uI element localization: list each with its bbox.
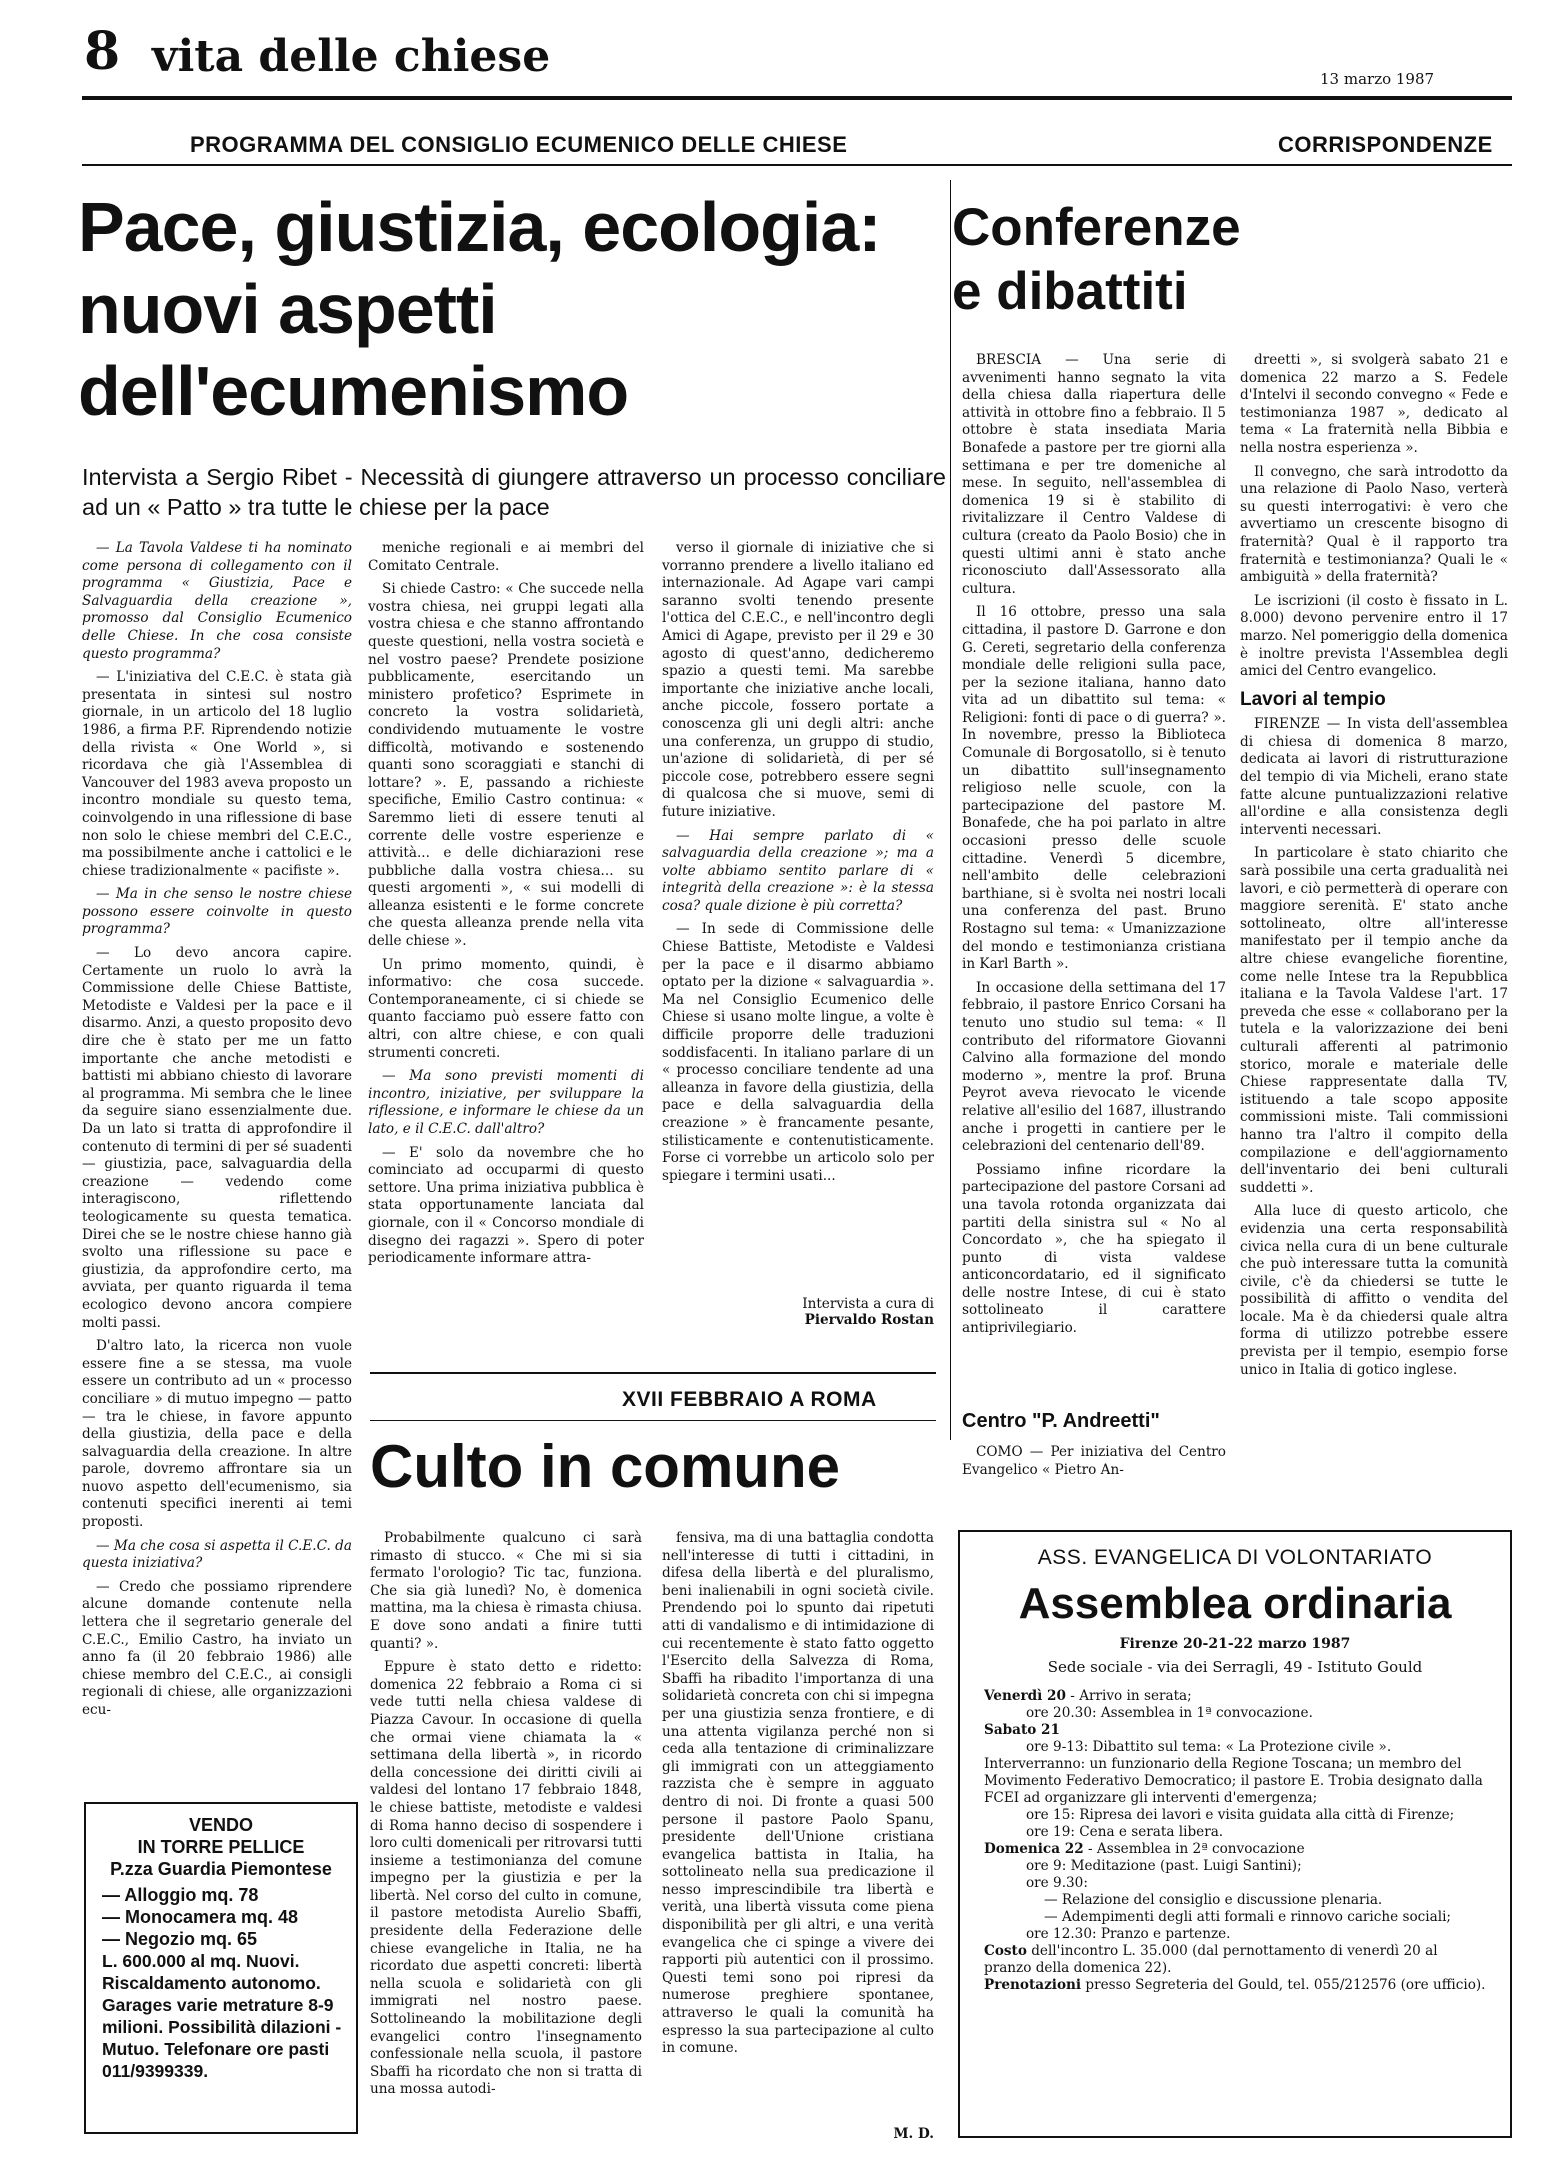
article-paragraph: Si chiede Castro: « Che succede nella vostra chiesa, nei gruppi legati alla vostra chiesa e che stanno affrontando queste questioni, nella vostra società e nel vostro paese? Prendete posizione pubblicamente, esercitando un ministero profetico? Esprimete in concreto la vostra solidarietà, condividendo mutuamente le vostre difficoltà, motivando e sostenendo quanti sono scoraggiati e stanchi di lottare? ». E, passando a richieste specifiche, Emilio Castro continua: « Saremmo lieti di essere tenuti al corrente delle vostre esperienze e attività... e delle dichiarazioni rese pubbliche dalla vostra chiesa... su questi argomenti », « sui modelli di alleanza esistenti e le forme concrete che questa alleanza prende nella vita delle chiese ». xyxy=(368,581,644,950)
article-paragraph: BRESCIA — Una serie di avvenimenti hanno segnato la vita della chiesa dalla riapertura delle attività in ottobre fino a febbraio. Il 5 ottobre è stata insediata Maria Bonafede a pastore per tre giorni alla settimana e per tre domeniche al mese. In seguito, nell'assemblea di domenica 19 si è stabilito di rivitalizzare il Centro Valdese di cultura (creato da Paolo Bosio) che in questi ultimi anni è stato anche riconosciuto dall'Assessorato alla cultura. xyxy=(962,352,1226,597)
culto-headline: Culto in comune xyxy=(370,1433,840,1500)
article-paragraph: — In sede di Commissione delle Chiese Battiste, Metodiste e Valdesi per la pace e il disarmo abbiamo optato per la dizione « salvaguardia ». Ma nel Consiglio Ecumenico delle Chiese si usano molte lingue, a volte è difficile proporre delle traduzioni soddisfacenti. In italiano parlare di un « processo conciliare tendente ad una alleanza in favore della giustizia, della pace e della salvaguardia della creazione » è francamente pesante, stilisticamente e contenutisticamente. Forse ci vorrebbe un articolo solo per spiegare i termini usati... xyxy=(662,921,934,1184)
vendo-body: L. 600.000 al mq. Nuovi. Riscaldamento autonomo. Garages varie metrature 8-9 milioni. Possibilità dilazioni - Mutuo. Telefonare ore pasti 011/9399339. xyxy=(102,1951,342,2081)
article-paragraph: FIRENZE — In vista dell'assemblea di chiesa di domenica 8 marzo, dedicata ai lavori di ristrutturazione del tempio di via Micheli, erano state fatte alcune puntualizzazioni relative all'ordine e alla consistenza degli interventi necessari. xyxy=(1240,716,1508,838)
program-line: ore 9-13: Dibattito sul tema: « La Protezione civile ». xyxy=(1026,1739,1392,1755)
main-col-2 xyxy=(368,540,644,1274)
culto-kicker-rule xyxy=(370,1420,936,1421)
main-headline-line3: dell'ecumenismo xyxy=(78,352,629,430)
corrispondenze-headline-line1: Conferenze xyxy=(952,198,1241,257)
section-title: vita delle chiese xyxy=(152,31,551,82)
main-signature xyxy=(662,1296,934,1328)
assemblea-headline: Assemblea ordinaria xyxy=(1018,1579,1452,1628)
program-line: ore 12.30: Pranzo e partenze. xyxy=(1026,1926,1231,1942)
article-paragraph: fensiva, ma di una battaglia condotta nell'interesse di tutti i cittadini, in difesa della libertà e del pluralismo, beni inalienabili in ogni società civile. Prendendo poi lo spunto dai ripetuti atti di vandalismo e di intimidazione di cui recentemente è stato fatto oggetto l'Esercito della Salvezza di Roma, Sbaffi ha ribadito l'importanza di una solidarietà concreta con chi si impegna per una giustizia senza frontiere, e di una attenta vigilanza perché non si ceda alla tentazione di criminalizzare gli immigrati con un atteggiamento razzista che è sempre in agguato dentro di noi. Di fronte a quasi 500 persone il pastore Paolo Spanu, presidente dell'Unione cristiana evangelica battista in Italia, ha sottolineato nella sua predicazione il nesso imprescindibile tra libertà e verità, una libertà vissuta come piena disponibilità per gli altri, e una verità evangelica che ci spinge a vivere dei rapporti più autentici con il prossimo. Questi temi sono poi ripresi da numerose preghiere spontanee, attraverso le quali la comunità ha espresso la sua partecipazione al culto in comune. xyxy=(662,1530,934,2057)
article-paragraph: — La Tavola Valdese ti ha nominato come persona di collegamento con il programma « Giustizia, Pace e Salvaguardia della creazione », promosso dal Consiglio Ecumenico delle Chiese. In che cosa consiste questo programma? xyxy=(82,540,352,662)
page-number: 8 xyxy=(84,21,121,82)
assemblea-org: ASS. EVANGELICA DI VOLONTARIATO xyxy=(1037,1546,1433,1569)
column-divider xyxy=(950,180,951,1440)
program-line: Costo dell'incontro L. 35.000 (dal pernottamento di venerdì 20 al pranzo della domenica 22). xyxy=(984,1943,1438,1976)
andreetti-start xyxy=(962,1444,1226,1485)
signature-line1: Intervista a cura di xyxy=(802,1296,934,1312)
article-paragraph: — E' solo da novembre che ho cominciato ad occuparmi di questo settore. Una prima iniziativa pubblica è stata opportunamente lanciata dal giornale, con il « Concorso mondiale di disegno dei ragazzi ». Spero di poter periodicamente informare attra- xyxy=(368,1144,644,1267)
program-line: ore 15: Ripresa dei lavori e visita guidata alla città di Firenze; xyxy=(1026,1807,1455,1823)
article-paragraph: Eppure è stato detto e ridetto: domenica 22 febbraio a Roma ci si vede tutti nella chiesa valdese di Piazza Cavour. In occasione di quella che ormai viene chiamata la « settimana della libertà », in ricordo della concessione dei diritti civili ai valdesi del lontano 17 febbraio 1848, le chiese battiste, metodiste e valdesi di Roma hanno deciso di sospendere i loro culti domenicali per ritrovarsi tutti insieme a testimonianza del comune impegno per la giustizia e per la libertà. Nel corso del culto in comune, il pastore metodista Aurelio Sbaffi, presidente della Federazione delle chiese evangeliche in Italia, ne ha ricordato due aspetti concreti: libertà nella scuola e solidarietà con gli immigrati nel nostro paese. Sottolineando la mobilitazione degli evangelici contro l'insegnamento confessionale nella scuola, il pastore Sbaffi ha ricordato che non si tratta di una mossa autodi- xyxy=(370,1659,643,2098)
program-line: ore 19: Cena e serata libera. xyxy=(1026,1824,1224,1840)
article-paragraph: Alla luce di questo articolo, che evidenzia una certa responsabilità civica nella cura di un bene culturale che può interessare tutta la comunità civile, c'è da chiedersi se tutte le possibilità di affitto o vendita del locale. Ma è da chiedersi quale altra forma di utilizzo potrebbe essere prevista per il tempio, esempio forse unico in Italia di gotico inglese. xyxy=(1240,1203,1508,1378)
main-deck: Intervista a Sergio Ribet - Necessità di giungere attraverso un processo conciliare ad un « Patto » tra tutte le chiese per la pace xyxy=(82,464,946,520)
program-line: Prenotazioni presso Segreteria del Gould, tel. 055/212576 (ore ufficio). xyxy=(984,1977,1486,1993)
vendo-item: — Monocamera mq. 48 xyxy=(102,1907,299,1927)
program-line: Venerdì 20 - Arrivo in serata; xyxy=(984,1688,1192,1704)
article-paragraph: meniche regionali e ai membri del Comitato Centrale. xyxy=(368,540,644,574)
program-line: ore 20.30: Assemblea in 1ª convocazione. xyxy=(1026,1705,1313,1721)
article-paragraph: dreetti », si svolgerà sabato 21 e domenica 22 marzo a S. Fedele d'Intelvi il secondo convegno « Fede e testimonianza 1987 », dedicato al tema « La fraternità nella Bibbia e nella nostra esperienza ». xyxy=(1240,352,1508,456)
corrispondenze-kicker: CORRISPONDENZE xyxy=(1278,132,1493,157)
issue-date: 13 marzo 1987 xyxy=(1320,70,1435,88)
main-col-1 xyxy=(82,540,352,1726)
corrispondenze-headline xyxy=(952,196,1241,324)
article-paragraph: — Lo devo ancora capire. Certamente un ruolo lo avrà la Commissione delle Chiese Battiste, Metodiste e Valdesi per la pace e il disarmo. Anzi, a questo proposito devo dire che è stato per me un fatto importante che anche metodisti e battisti mi abbiano chiesto di lavorare al programma. Mi sembra che le linee da seguire siano essenzialmente due. Da un lato si tratta di approfondire il contenuto di termini di per sé suadenti — giustizia, pace, salvaguardia della creazione — vedendo come interagiscono, riflettendo teologicamente su questa tematica. Direi che se le nostre chiese hanno già svolto una riflessione su pace e giustizia, da approfondire certo, ma avviata, per quanto riguarda il tema ecologico devono ancora compiere molti passi. xyxy=(82,945,352,1331)
article-paragraph: Un primo momento, quindi, è informativo: che cosa succede. Contemporaneamente, ci si chiede se quanto facciamo può essere fatto con altri, con altre chiese, e con quali strumenti concreti. xyxy=(368,956,644,1061)
article-paragraph: In occasione della settimana del 17 febbraio, il pastore Enrico Corsani ha tenuto uno studio sul tema: « Il contributo del riformatore Giovanni Calvino alla formazione del mondo moderno », mentre la prof. Bruna Peyrot aveva rievocato le vicende relative all'esilio del 1687, illustrando anche i progetti in cantiere per le celebrazioni del centenario dell'89. xyxy=(962,979,1226,1155)
article-paragraph: — L'iniziativa del C.E.C. è stata già presentata in sintesi sul nostro giornale, in un articolo del 18 luglio 1986, a firma P.F. Riprendendo notizie della rivista « One World », si ricordava che già l'Assemblea di Vancouver del 1983 aveva proposto un incontro mondiale su questo tema, coinvolgendo in una riflessione di base non solo le chiese membri del C.E.C., ma possibilmente anche i cattolici e le chiese tradizionalmente « pacifiste ». xyxy=(82,669,352,879)
main-headline-line1: Pace, giustizia, ecologia: xyxy=(78,188,881,266)
article-paragraph: — Ma che cosa si aspetta il C.E.C. da questa iniziativa? xyxy=(82,1537,352,1572)
culto-col-1 xyxy=(370,1530,642,2105)
main-col-3 xyxy=(662,540,934,1191)
culto-col-2 xyxy=(662,1530,934,2064)
vendo-items xyxy=(86,1884,356,1950)
article-paragraph: — Hai sempre parlato di « salvaguardia della creazione »; ma a volte abbiamo sentito parlare di « integrità della creazione »: è la stessa cosa? quale dizione è più corretta? xyxy=(662,827,934,914)
masthead-rule xyxy=(82,96,1512,100)
assemblea-dates: Firenze 20-21-22 marzo 1987 xyxy=(1119,1636,1351,1652)
article-paragraph: — Ma sono previsti momenti di incontro, iniziative, per sviluppare la riflessione, e informare le chiese da un lato, e il C.E.C. dall'altro? xyxy=(368,1068,644,1137)
kicker-rule xyxy=(82,164,1512,166)
signature-author: Piervaldo Rostan xyxy=(804,1312,934,1328)
assemblea-program xyxy=(960,1688,1510,1994)
culto-top-rule xyxy=(370,1372,936,1374)
article-paragraph: verso il giornale di iniziative che si vorranno prendere a livello italiano ed internazionale. Ad Agape vari campi saranno svolti tenendo presente l'ottica del C.E.C., e nell'incontro degli Amici di Agape, previsto per il 29 e 30 agosto di quest'anno, dedicheremo spazio a questi temi. Ma sarebbe importante che iniziative anche locali, anche piccole, fossero portate a conoscenza gli uni degli altri: anche una conferenza, un gruppo di studio, un'azione di solidarietà, di per sé piccole cose, potrebbero essere segni di qualcosa che si muove, semi di future iniziative. xyxy=(662,540,934,820)
article-paragraph: In particolare è stato chiarito che sarà possibile una certa gradualità nei lavori, e ciò permetterà di operare con maggiore serenità. E' stato anche sottolineato, oltre all'interesse manifestato per il tempio anche da altre chiese evangeliche fiorentine, come nelle Intese tra la Repubblica italiana e la Tavola Valdese l'art. 17 preveda che esse « collaborano per la tutela e la valorizzazione dei beni culturali afferenti al patrimonio storico, morale e materiale delle Chiese rappresentate dalla TV, istituendo a tale scopo apposite commissioni miste. Tali commissioni hanno tra l'altro il compito della compilazione e dell'aggiornamento dell'inventario dei beni culturali suddetti ». xyxy=(1240,845,1508,1196)
article-paragraph: Probabilmente qualcuno ci sarà rimasto di stucco. « Che mi si sia fermato l'orologio? Tic tac, funziona. Che sia già lunedì? No, è domenica mattina, ma la chiesa è rimasta chiusa. E dove sono andati a finire tutti quanti? ». xyxy=(370,1530,642,1652)
article-paragraph: Possiamo infine ricordare la partecipazione del pastore Corsani ad una tavola rotonda organizzata dai partiti della sinistra sul « No al Concordato », che ha spiegato il punto di vista valdese anticoncordatario, ed il significato delle nostre Intese, di cui è stato sottolineato il carattere antiprivilegiario. xyxy=(962,1161,1226,1337)
assemblea-ad xyxy=(958,1530,1512,2138)
program-line: Sabato 21 xyxy=(984,1722,1060,1738)
andreetti-paragraph: COMO — Per iniziativa del Centro Evangelico « Pietro An- xyxy=(962,1444,1226,1478)
corr-col-1 xyxy=(962,352,1226,1344)
tempio-subhead: Lavori al tempio xyxy=(1240,688,1386,710)
program-line: Interverranno: un funzionario della Regione Toscana; un membro del Movimento Federativo Democratico; il pastore E. Trobia designato dalla FCEI ad organizzare gli interventi d'emergenza; xyxy=(984,1756,1483,1806)
corrispondenze-headline-line2: e dibattiti xyxy=(952,262,1188,321)
vendo-address: P.zza Guardia Piemontese xyxy=(110,1859,332,1879)
vendo-location: IN TORRE PELLICE xyxy=(137,1837,305,1857)
article-paragraph: Il 16 ottobre, presso una sala cittadina, il pastore D. Garrone e don G. Cereti, segretario della conferenza mondiale delle religioni sulla pace, per la sezione italiana, hanno dato vita ad un dibattito sul tema: « Religioni: fonti di pace o di guerra? ». In novembre, presso la Biblioteca Comunale di Borgosatollo, si è tenuto un dibattito sull'insegnamento religioso nelle scuole, con la partecipazione del pastore M. Bonafede, che ha poi parlato in altre occasioni presso delle scuole cittadine. Venerdì 5 dicembre, nell'ambito delle celebrazioni barthiane, si è svolta nei nostri locali una conferenza del past. Bruno Rostagno sul tema: « Umanizzazione del mondo e testimonianza cristiana in Karl Barth ». xyxy=(962,604,1226,973)
article-paragraph: — Ma in che senso le nostre chiese possono essere coinvolte in questo programma? xyxy=(82,886,352,938)
article-paragraph: — Credo che possiamo riprendere alcune domande contenute nella lettera che il segretario generale del C.E.C., Emilio Castro, ha inviato un anno fa (il 20 febbraio 1986) alle chiese membro del C.E.C., ai consigli regionali di chiese, alle organizzazioni ecu- xyxy=(82,1578,352,1718)
vendo-ad xyxy=(84,1802,358,2134)
article-paragraph: D'altro lato, la ricerca non vuole essere fine a se stessa, ma vuole essere un contributo ad un « processo conciliare » di mutuo impegno — patto — tra le chiese, in favore appunto della giustizia, della pace e della salvaguardia della creazione. In altre parole, dovremo affrontare sia un nuovo aspetto dell'ecumenismo, sia contenuti specifici inerenti ai temi proposti. xyxy=(82,1338,352,1531)
culto-kicker: XVII FEBBRAIO A ROMA xyxy=(622,1388,877,1411)
program-line: — Adempimenti degli atti formali e rinnovo cariche sociali; xyxy=(1044,1909,1452,1925)
program-line: Domenica 22 - Assemblea in 2ª convocazione xyxy=(984,1841,1305,1857)
corr-col-2 xyxy=(1240,352,1508,1385)
main-headline xyxy=(78,186,881,432)
vendo-item: — Alloggio mq. 78 xyxy=(102,1885,259,1905)
andreetti-subhead: Centro "P. Andreetti" xyxy=(962,1410,1160,1432)
culto-signature: M. D. xyxy=(893,2126,934,2142)
article-paragraph: Le iscrizioni (il costo è fissato in L. 8.000) devono pervenire entro il 17 marzo. Nel pomeriggio della domenica è inoltre prevista l'Assemblea degli amici del Centro evangelico. xyxy=(1240,592,1508,680)
vendo-item: — Negozio mq. 65 xyxy=(102,1929,258,1949)
program-line: — Relazione del consiglio e discussione plenaria. xyxy=(1044,1892,1383,1908)
assemblea-venue: Sede sociale - via dei Serragli, 49 - Istituto Gould xyxy=(1047,1658,1423,1676)
main-kicker: PROGRAMMA DEL CONSIGLIO ECUMENICO DELLE CHIESE xyxy=(190,132,848,157)
program-line: ore 9: Meditazione (past. Luigi Santini); xyxy=(1026,1858,1302,1874)
article-paragraph: Il convegno, che sarà introdotto da una relazione di Paolo Naso, verterà su questi interrogativi: è vero che avvertiamo un crescente bisogno di fraternità? Qual è il rapporto tra fraternità e testimonianza? Quali le « ambiguità » della fraternità? xyxy=(1240,463,1508,586)
program-line: ore 9.30: xyxy=(1026,1875,1088,1891)
vendo-title: VENDO xyxy=(188,1815,253,1835)
main-headline-line2: nuovi aspetti xyxy=(78,270,497,348)
